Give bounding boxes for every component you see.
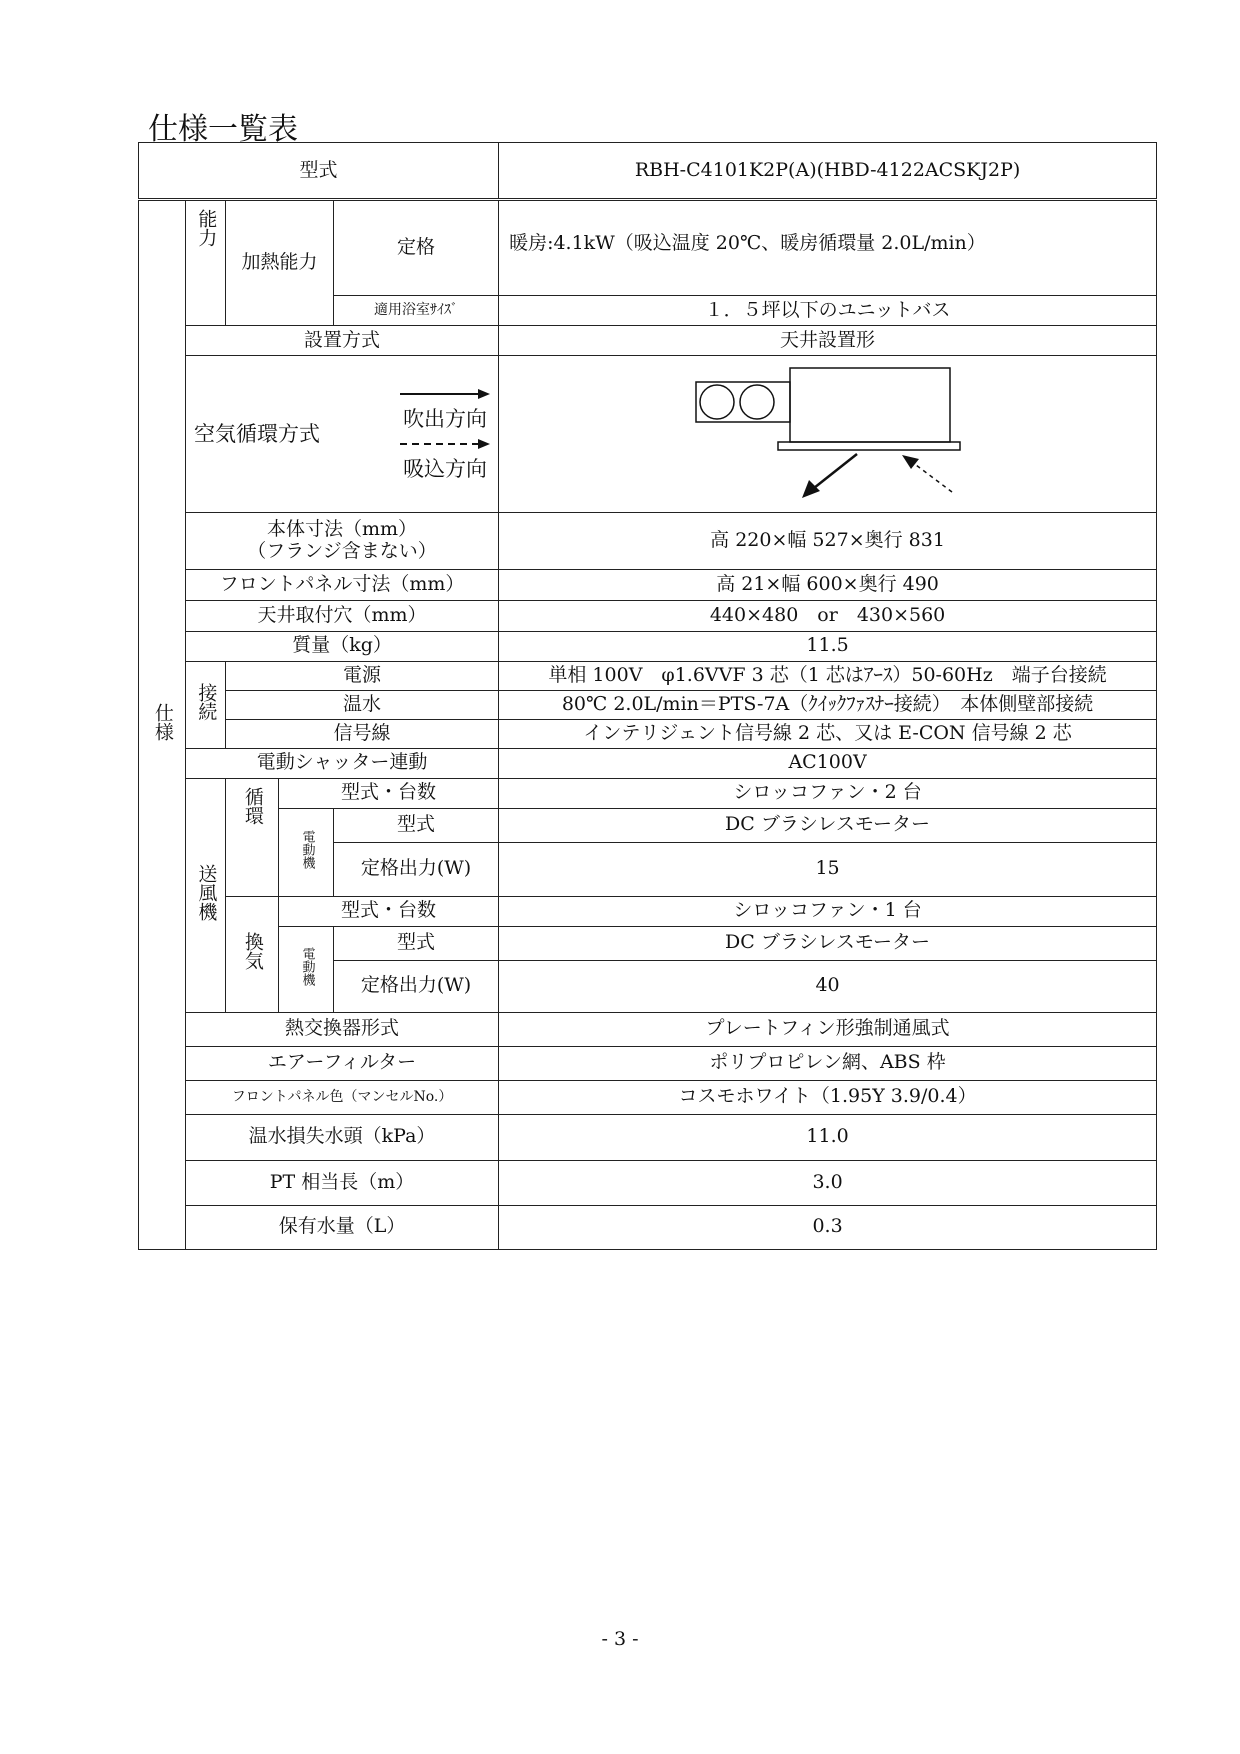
j-output-label: 定格出力(W) bbox=[334, 842, 499, 896]
k-katashiki-daisu-value: シロッコファン・1 台 bbox=[499, 896, 1157, 926]
color-row bbox=[139, 1080, 1157, 1114]
hoyuu-row bbox=[139, 1205, 1157, 1249]
tenjou-value: 440×480 or 430×560 bbox=[499, 600, 1157, 631]
j-output-value: 15 bbox=[499, 842, 1157, 896]
suction-arrow bbox=[912, 462, 952, 492]
secchi-value: 天井設置形 bbox=[499, 326, 1157, 356]
duct-box bbox=[696, 382, 790, 422]
junkan-motor-katashiki-row bbox=[139, 808, 1157, 842]
front-label: フロントパネル寸法（mm） bbox=[186, 569, 499, 600]
netsukoukan-row bbox=[139, 1012, 1157, 1046]
yokushitsu-label: 適用浴室ｻｲｽﾞ bbox=[334, 296, 499, 326]
shutter-row bbox=[139, 748, 1157, 778]
flow-legend bbox=[400, 387, 490, 481]
group-soufuuki: 送風機 bbox=[186, 778, 226, 1012]
j-katashiki-daisu-value: シロッコファン・2 台 bbox=[499, 778, 1157, 808]
group-setsuzoku: 接続 bbox=[186, 661, 226, 748]
fan-circle-2 bbox=[740, 385, 774, 419]
dengen-label: 電源 bbox=[226, 661, 499, 690]
group-kanki: 換気 bbox=[226, 896, 279, 1012]
header-model-value: RBH-C4101K2P(A)(HBD-4122ACSKJ2P) bbox=[499, 143, 1157, 200]
shutter-label: 電動シャッター連動 bbox=[186, 748, 499, 778]
kuuki-label-cell bbox=[186, 356, 499, 513]
group-junkan-dendouki: 電動機 bbox=[279, 808, 334, 896]
dengen-row bbox=[139, 661, 1157, 690]
dengen-value: 単相 100V φ1.6VVF 3 芯（1 芯はｱｰｽ）50-60Hz 端子台接続 bbox=[499, 661, 1157, 690]
hoyuu-value: 0.3 bbox=[499, 1205, 1157, 1249]
solid-arrow-icon bbox=[400, 387, 490, 401]
airflow-diagram bbox=[500, 356, 1156, 506]
secchi-row bbox=[139, 326, 1157, 356]
kuuki-label: 空気循環方式 bbox=[194, 421, 320, 446]
group-shiyou: 仕様 bbox=[139, 200, 186, 1250]
tenjou-row bbox=[139, 600, 1157, 631]
group-junkan: 循環 bbox=[226, 778, 279, 896]
yokushitsu-value: １．５坪以下のユニットバス bbox=[499, 296, 1157, 326]
blow-out-arrow bbox=[814, 454, 857, 488]
page-title: 仕様一覧表 bbox=[148, 112, 298, 147]
shitsuryou-value: 11.5 bbox=[499, 631, 1157, 661]
teikaku-label: 定格 bbox=[334, 200, 499, 296]
secchi-label: 設置方式 bbox=[186, 326, 499, 356]
shutter-value: AC100V bbox=[499, 748, 1157, 778]
kuuki-row bbox=[139, 356, 1157, 513]
shingou-label: 信号線 bbox=[226, 719, 499, 748]
pt-value: 3.0 bbox=[499, 1160, 1157, 1205]
group-kanki-dendouki: 電動機 bbox=[279, 926, 334, 1012]
k-katashiki-daisu-label: 型式・台数 bbox=[279, 896, 499, 926]
filter-row bbox=[139, 1046, 1157, 1080]
spec-table bbox=[138, 142, 1157, 1250]
kanki-motor-katashiki-row bbox=[139, 926, 1157, 960]
hontai-value: 高 220×幅 527×奥行 831 bbox=[499, 512, 1157, 569]
filter-label: エアーフィルター bbox=[186, 1046, 499, 1080]
hontai-label: 本体寸法（mm） （フランジ含まない） bbox=[186, 512, 499, 569]
onsui-row bbox=[139, 690, 1157, 719]
shingou-row bbox=[139, 719, 1157, 748]
hontai-row bbox=[139, 512, 1157, 569]
group-nouryoku: 能力 bbox=[186, 200, 226, 326]
j-katashiki-daisu-label: 型式・台数 bbox=[279, 778, 499, 808]
pt-label: PT 相当長（m） bbox=[186, 1160, 499, 1205]
fukidashi-label: 吹出方向 bbox=[403, 406, 488, 431]
header-row bbox=[139, 143, 1157, 200]
j-motor-katashiki-label: 型式 bbox=[334, 808, 499, 842]
onsui-label: 温水 bbox=[226, 690, 499, 719]
front-row bbox=[139, 569, 1157, 600]
unit-body bbox=[790, 368, 950, 442]
k-motor-katashiki-label: 型式 bbox=[334, 926, 499, 960]
k-motor-katashiki-value: DC ブラシレスモーター bbox=[499, 926, 1157, 960]
color-label: フロントパネル色（マンセルNo.） bbox=[186, 1080, 499, 1114]
fan-circle-1 bbox=[700, 385, 734, 419]
sonshitsu-label: 温水損失水頭（kPa） bbox=[186, 1114, 499, 1160]
j-motor-katashiki-value: DC ブラシレスモーター bbox=[499, 808, 1157, 842]
shingou-value: インテリジェント信号線 2 芯、又は E-CON 信号線 2 芯 bbox=[499, 719, 1157, 748]
dashed-arrow-icon bbox=[400, 437, 490, 451]
filter-value: ポリプロピレン網、ABS 枠 bbox=[499, 1046, 1157, 1080]
kanki-katashiki-daisu-row bbox=[139, 896, 1157, 926]
suction-arrowhead bbox=[902, 455, 919, 469]
airflow-diagram-cell bbox=[499, 356, 1157, 513]
color-value: コスモホワイト（1.95Y 3.9/0.4） bbox=[499, 1080, 1157, 1114]
header-label: 型式 bbox=[139, 143, 499, 200]
page-number: - 3 - bbox=[601, 1628, 639, 1650]
tenjou-label: 天井取付穴（mm） bbox=[186, 600, 499, 631]
netsukoukan-value: プレートフィン形強制通風式 bbox=[499, 1012, 1157, 1046]
junkan-katashiki-daisu-row bbox=[139, 778, 1157, 808]
teikaku-value: 暖房:4.1kW（吸込温度 20℃、暖房循環量 2.0L/min） bbox=[499, 200, 1157, 296]
sonshitsu-row bbox=[139, 1114, 1157, 1160]
suikomi-label: 吸込方向 bbox=[403, 456, 488, 481]
pt-row bbox=[139, 1160, 1157, 1205]
front-panel bbox=[778, 442, 960, 450]
hoyuu-label: 保有水量（L） bbox=[186, 1205, 499, 1249]
onsui-value: 80℃ 2.0L/min＝PTS-7A（ｸｲｯｸﾌｧｽﾅｰ接続） 本体側壁部接続 bbox=[499, 690, 1157, 719]
front-value: 高 21×幅 600×奥行 490 bbox=[499, 569, 1157, 600]
shitsuryou-row bbox=[139, 631, 1157, 661]
k-output-value: 40 bbox=[499, 960, 1157, 1012]
k-output-label: 定格出力(W) bbox=[334, 960, 499, 1012]
sonshitsu-value: 11.0 bbox=[499, 1114, 1157, 1160]
teikaku-row bbox=[139, 200, 1157, 296]
netsukoukan-label: 熱交換器形式 bbox=[186, 1012, 499, 1046]
kanetsu-label: 加熱能力 bbox=[226, 200, 334, 326]
shitsuryou-label: 質量（kg） bbox=[186, 631, 499, 661]
blow-out-arrowhead bbox=[802, 480, 820, 498]
